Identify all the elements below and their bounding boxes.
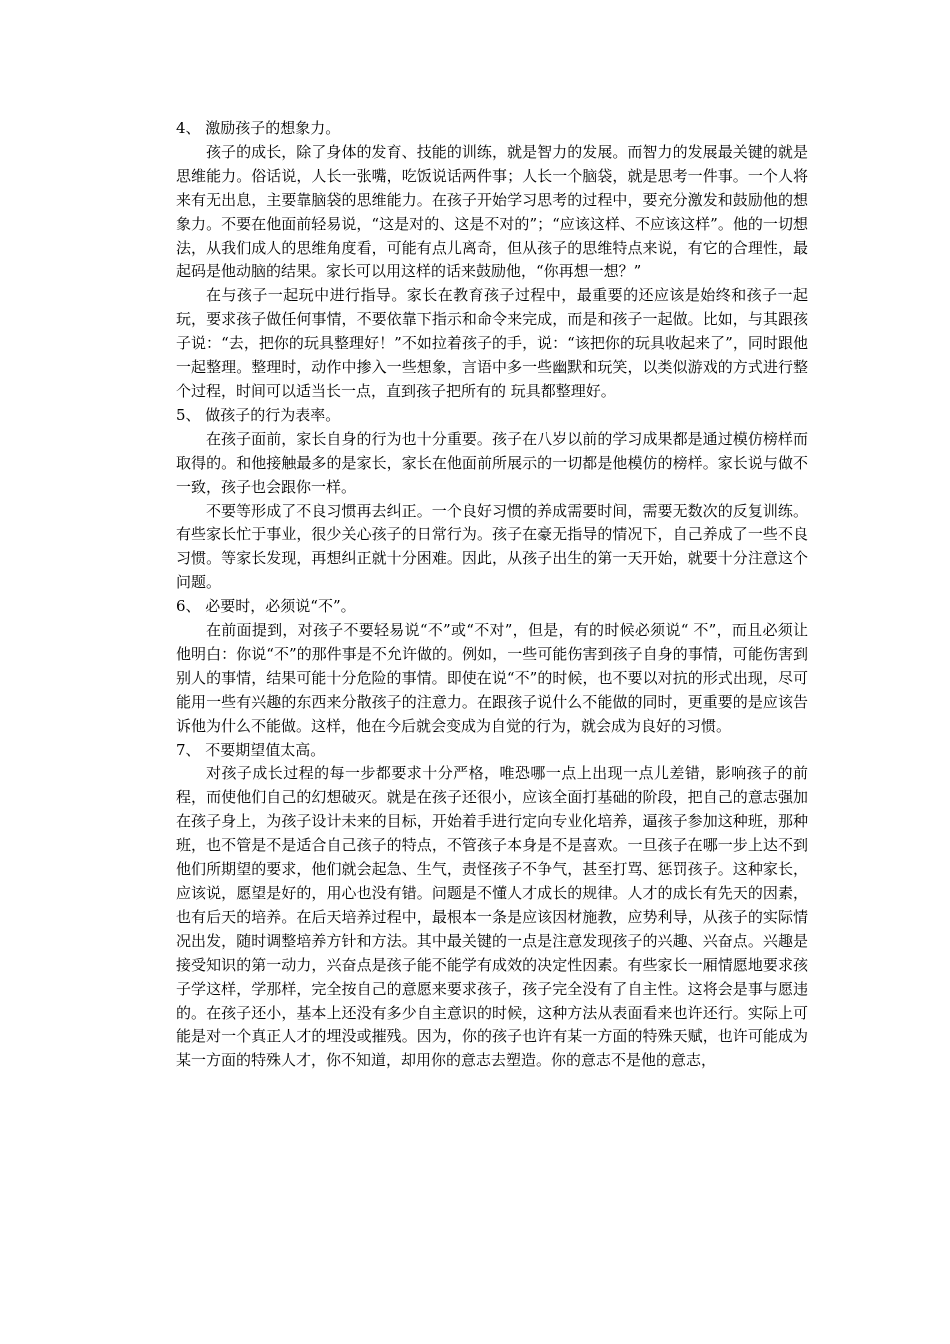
document-page (176, 117, 808, 1073)
section-6-paragraph-1: 在前面提到，对孩子不要轻易说“不”或“不对”，但是，有的时候必须说“ 不”，而且必须让他明白：你说“不”的那件事是不允许做的。例如，一些可能伤害到孩子自身的事情，可能伤害到别人的事情，结果可能十分危险的事情。即使在说“不”的时候，也不要以对抗的形式出现，尽可能用一些有兴趣的东西来分散孩子的注意力。在跟孩子说什么不能做的同时，更重要的是应该告诉他为什么不能做。这样，他在今后就会变成为自觉的行为，就会成为良好的习惯。 (176, 621, 808, 735)
section-5-paragraph-1: 在孩子面前，家长自身的行为也十分重要。孩子在八岁以前的学习成果都是通过模仿榜样而取得的。和他接触最多的是家长，家长在他面前所展示的一切都是他模仿的榜样。家长说与做不一致，孩子也会跟你一样。 (176, 429, 808, 496)
section-7-paragraph-1: 对孩子成长过程的每一步都要求十分严格，唯恐哪一点上出现一点儿差错，影响孩子的前程，而使他们自己的幻想破灭。就是在孩子还很小，应该全面打基础的阶段，把自己的意志强加在孩子身上，为孩子设计未来的目标，开始着手进行定向专业化培养，逼孩子参加这种班，那种班，也不管是不是适合自己孩子的特点，不管孩子本身是不是喜欢。一旦孩子在哪一步上达不到他们所期望的要求，他们就会起急、生气，责怪孩子不争气，甚至打骂、惩罚孩子。这种家长，应该说，愿望是好的，用心也没有错。问题是不懂人才成长的规律。人才的成长有先天的因素，也有后天的培养。在后天培养过程中，最根本一条是应该因材施教，应势利导，从孩子的实际情况出发，随时调整培养方针和方法。其中最关键的一点是注意发现孩子的兴趣、兴奋点。兴趣是接受知识的第一动力，兴奋点是孩子能不能学有成效的决定性因素。有些家长一厢情愿地要求孩子学这样，学那样，完全按自己的意愿来要求孩子，孩子完全没有了自主性。这将会是事与愿违的。在孩子还小，基本上还没有多少自主意识的时候，这种方法从表面看来也许还行。实际上可能是对一个真正人才的埋没或摧残。因为，你的孩子也许有某一方面的特殊天赋，也许可能成为某一方面的特殊人才，你不知道，却用你的意志去塑造。你的意志不是他的意志， (176, 764, 808, 1070)
section-5-paragraph-2: 不要等形成了不良习惯再去纠正。一个良好习惯的养成需要时间，需要无数次的反复训练。有些家长忙于事业，很少关心孩子的日常行为。孩子在豪无指导的情况下，自己养成了一些不良习惯。等家长发现，再想纠正就十分困难。因此，从孩子出生的第一天开始，就要十分注意这个问题。 (176, 501, 808, 592)
section-7-heading: 7、 不要期望值太高。 (176, 740, 326, 759)
section-5-heading: 5、 做孩子的行为表率。 (176, 405, 341, 424)
section-6-heading: 6、 必要时，必须说“不”。 (176, 597, 356, 616)
section-4-heading: 4、 激励孩子的想象力。 (176, 119, 341, 137)
section-4-paragraph-2: 在与孩子一起玩中进行指导。家长在教育孩子过程中，最重要的还应该是始终和孩子一起玩，要求孩子做任何事情，不要依靠下指示和命令来完成，而是和孩子一起做。比如，与其跟孩子说：“去，把你的玩具整理好！”不如拉着孩子的手，说：“该把你的玩具收起来了”，同时跟他一起整理。整理时，动作中掺入一些想象，言语中多一些幽默和玩笑，以类似游戏的方式进行整个过程，时间可以适当长一点，直到孩子把所有的 玩具都整理好。 (176, 286, 808, 400)
section-4-paragraph-1: 孩子的成长，除了身体的发育、技能的训练，就是智力的发展。而智力的发展最关键的就是思维能力。俗话说，人长一张嘴，吃饭说话两件事；人长一个脑袋，就是思考一件事。一个人将来有无出息，主要靠脑袋的思维能力。在孩子开始学习思考的过程中，要充分激发和鼓励他的想象力。不要在他面前轻易说，“这是对的、这是不对的”；“应该这样、不应该这样”。他的一切想法，从我们成人的思维角度看，可能有点儿离奇，但从孩子的思维特点来说，有它的合理性，最起码是他动脑的结果。家长可以用这样的话来鼓励他，“你再想一想？” (176, 142, 808, 281)
